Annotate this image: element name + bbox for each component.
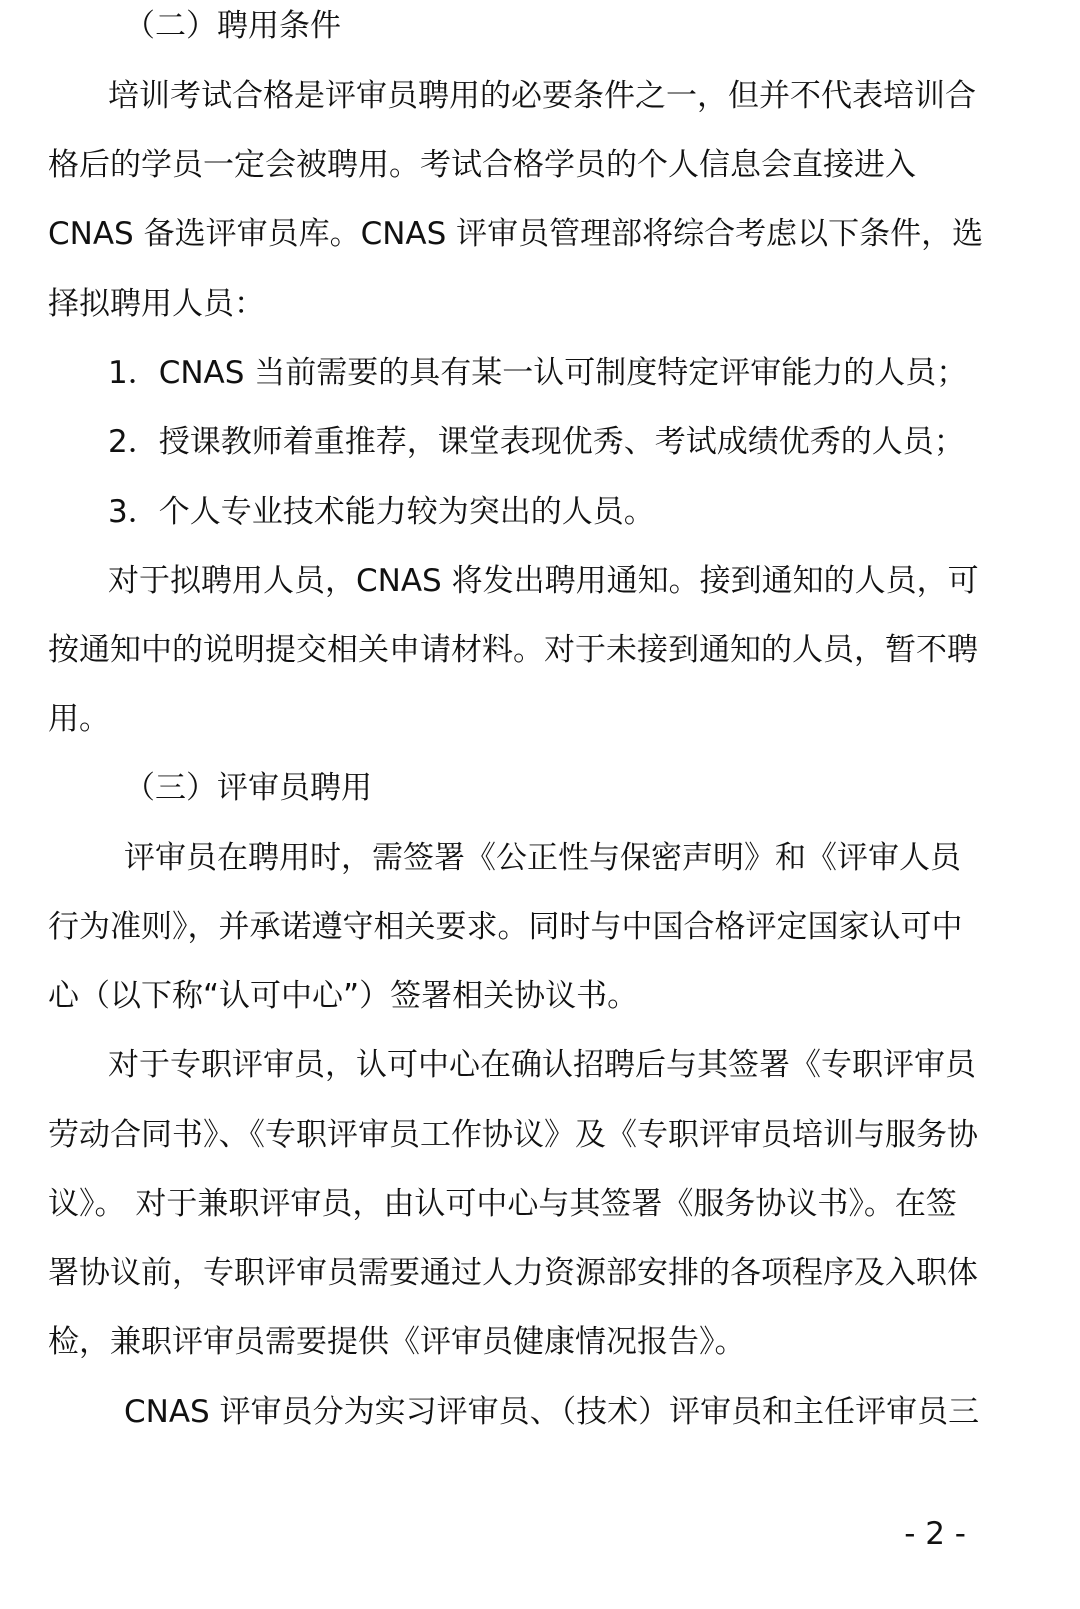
text-line: CNAS 评审员分为实习评审员、（技术）评审员和主任评审员三 xyxy=(124,1394,980,1430)
list-item-1: 1．CNAS 当前需要的具有某一认可制度特定评审能力的人员； xyxy=(108,355,968,391)
text-line: 对于专职评审员，认可中心在确认招聘后与其签署《专职评审员 xyxy=(108,1047,976,1083)
list-item-2: 2．授课教师着重推荐，课堂表现优秀、考试成绩优秀的人员； xyxy=(108,424,965,460)
text-line: 择拟聘用人员： xyxy=(48,286,265,322)
text-line: 评审员在聘用时，需签署《公正性与保密声明》和《评审人员 xyxy=(124,840,961,876)
page-number: - 2 - xyxy=(904,1516,966,1552)
text-line: 用。 xyxy=(48,701,110,737)
list-item-3: 3．个人专业技术能力较为突出的人员。 xyxy=(108,494,655,530)
text-line: 检，兼职评审员需要提供《评审员健康情况报告》。 xyxy=(48,1324,746,1360)
text-line: 培训考试合格是评审员聘用的必要条件之一，但并不代表培训合 xyxy=(108,78,976,114)
text-line: 按通知中的说明提交相关申请材料。对于未接到通知的人员，暂不聘 xyxy=(48,632,978,668)
text-line: 议》。 对于兼职评审员，由认可中心与其签署《服务协议书》。在签 xyxy=(48,1186,957,1222)
text-line: 格后的学员一定会被聘用。考试合格学员的个人信息会直接进入 xyxy=(48,147,916,183)
section-heading-2: （二）聘用条件 xyxy=(124,8,341,44)
text-line: 劳动合同书》、《专职评审员工作协议》及《专职评审员培训与服务协 xyxy=(48,1117,978,1153)
text-line: 行为准则》，并承诺遵守相关要求。同时与中国合格评定国家认可中 xyxy=(48,909,963,945)
section-heading-3: （三）评审员聘用 xyxy=(124,770,372,806)
text-line: 署协议前，专职评审员需要通过人力资源部安排的各项程序及入职体 xyxy=(48,1255,978,1291)
text-line: 心（以下称“认可中心”）签署相关协议书。 xyxy=(48,978,639,1014)
text-line: 对于拟聘用人员，CNAS 将发出聘用通知。接到通知的人员，可 xyxy=(108,563,979,599)
text-line: CNAS 备选评审员库。CNAS 评审员管理部将综合考虑以下条件，选 xyxy=(48,216,984,252)
